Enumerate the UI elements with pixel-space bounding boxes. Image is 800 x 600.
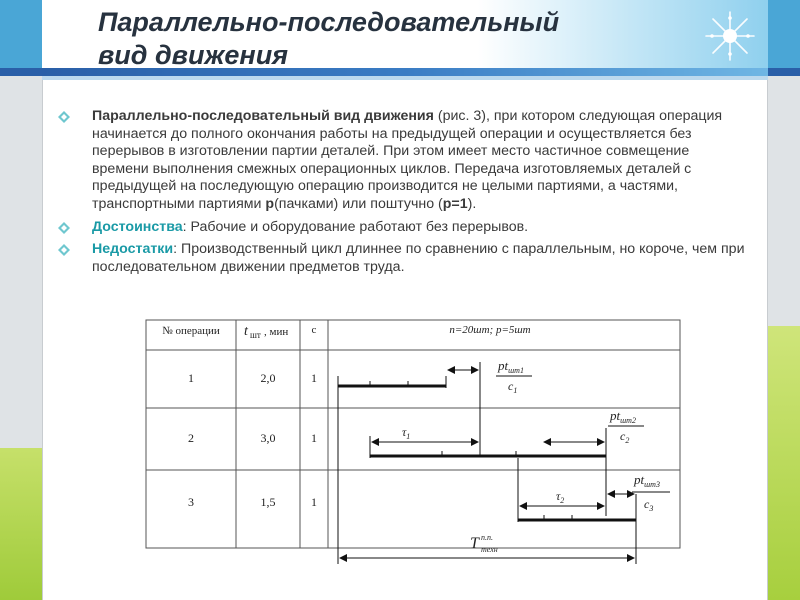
diamond-bullet-icon <box>58 111 70 123</box>
definition-term: Параллельно-последовательный вид движения <box>92 108 434 124</box>
left-decor-strip <box>0 0 42 600</box>
svg-text:ptшт1: $pt_{шт}1$ <box>498 358 524 375</box>
tau2-label: $\tau_2$ <box>556 489 565 505</box>
bullet-definition <box>58 108 748 214</box>
definition-p1: p=1 <box>442 195 468 212</box>
bullet-list <box>58 108 748 281</box>
row3-t: 1,5 <box>260 495 276 509</box>
right-decor-strip <box>768 0 800 600</box>
row2-c: 1 <box>311 431 317 445</box>
title-line-1: Параллельно-последовательный <box>98 7 560 37</box>
disadvantages-text: : Производственный цикл длиннее по сравнению с параллельным, но короче, чем при последовательном движении предметов труда. <box>92 241 745 275</box>
gantt-diagram <box>140 318 700 600</box>
formula-1 <box>496 358 532 395</box>
formula-2 <box>608 408 644 445</box>
advantages-label: Достоинства <box>92 218 183 235</box>
formula-3 <box>632 472 670 513</box>
table-grid <box>146 320 680 548</box>
op3-bar <box>518 458 636 522</box>
row2-t: 3,0 <box>260 431 276 445</box>
svg-text:c2: $c_2$ <box>620 429 630 445</box>
svg-text:c3: $c_3$ <box>644 497 654 513</box>
svg-text:T: T <box>470 535 479 552</box>
svg-text:c1: $c_1$ <box>508 379 518 395</box>
svg-text:ptшт3: $pt_{шт}3$ <box>634 472 660 489</box>
row1-c: 1 <box>311 371 317 385</box>
bullet-disadvantages <box>58 241 748 276</box>
svg-text:ptшт2: $pt_{шт}2$ <box>610 408 636 425</box>
disadvantages-label: Недостатки <box>92 241 174 258</box>
svg-text:п.п.: п.п. <box>481 533 493 542</box>
title-line-2: вид движения <box>98 40 289 70</box>
diamond-bullet-icon <box>58 244 70 256</box>
tau1-label: $\tau_1$ <box>402 425 411 441</box>
sparkle-icon <box>704 10 756 62</box>
row3-c: 1 <box>311 495 317 509</box>
op1-bar <box>338 362 480 408</box>
bullet-advantages <box>58 219 748 237</box>
header-t-sub: шт <box>250 330 261 340</box>
header-c: с <box>311 324 317 336</box>
row2-op: 2 <box>188 431 194 445</box>
header-t: t <box>244 324 248 339</box>
slide-title <box>98 6 658 72</box>
diamond-bullet-icon <box>58 222 70 234</box>
definition-text-b: (пачками) или поштучно ( <box>274 195 443 212</box>
row1-op: 1 <box>188 371 194 385</box>
advantages-text: : Рабочие и оборудование работают без перерывов. <box>182 218 529 235</box>
row3-op: 3 <box>188 495 194 509</box>
total-cycle-label <box>470 533 498 554</box>
row1-t: 2,0 <box>260 371 276 385</box>
definition-text-a: (рис. 3), при котором следующая операция начинается до полного окончания работы на предыдущей операции и осуществляется без перерывов в изготовлении партии деталей. При этом имеет место частичное совмещение времени выполнения смежных операционных циклов. Передача изготовляемых деталей с предыдущей на последующую операцию производится не целыми партиями, а частями, транспортными партиями <box>92 108 723 212</box>
header-op: № операции <box>162 325 220 337</box>
definition-p: p <box>265 195 275 212</box>
header-t-unit: , мин <box>264 326 289 338</box>
header-params: n=20шт; p=5шт <box>449 324 531 336</box>
svg-text:техн: техн <box>481 545 498 554</box>
definition-text-c: ). <box>467 195 477 212</box>
